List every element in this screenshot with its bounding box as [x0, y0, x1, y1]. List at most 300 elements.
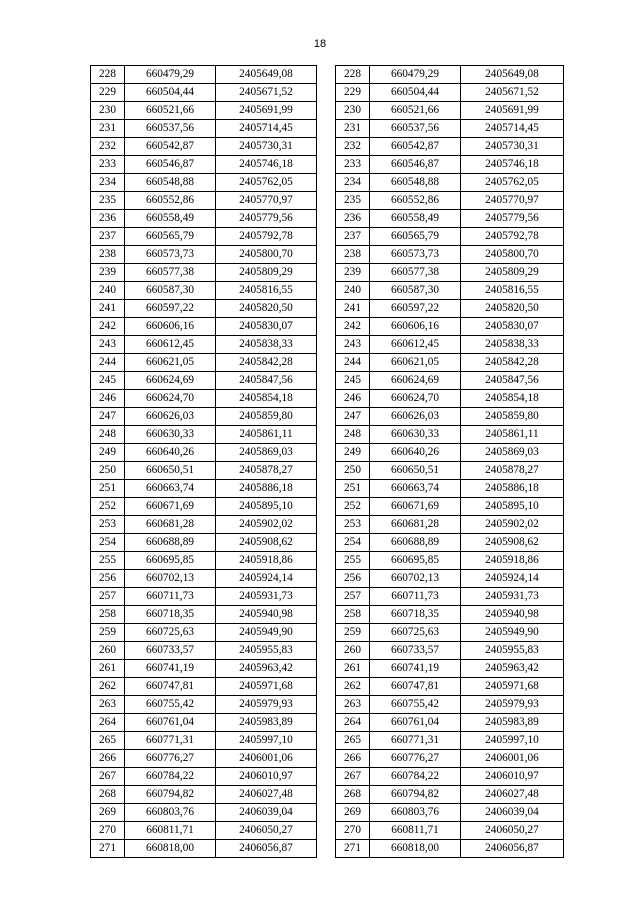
point-number-cell: 268 [336, 786, 370, 804]
table-row [91, 498, 317, 516]
y-coordinate-cell: 2405902,02 [461, 516, 564, 534]
x-coordinate-cell: 660640,26 [125, 444, 216, 462]
x-coordinate-cell: 660558,49 [370, 210, 461, 228]
x-coordinate-cell: 660621,05 [125, 354, 216, 372]
coordinates-table-left [90, 65, 317, 858]
x-coordinate-cell: 660626,03 [125, 408, 216, 426]
point-number-cell: 260 [336, 642, 370, 660]
y-coordinate-cell: 2405971,68 [461, 678, 564, 696]
y-coordinate-cell: 2405983,89 [461, 714, 564, 732]
x-coordinate-cell: 660521,66 [125, 102, 216, 120]
x-coordinate-cell: 660718,35 [125, 606, 216, 624]
table-row [336, 102, 564, 120]
point-number-cell: 265 [91, 732, 125, 750]
table-row [336, 624, 564, 642]
x-coordinate-cell: 660803,76 [125, 804, 216, 822]
point-number-cell: 254 [91, 534, 125, 552]
x-coordinate-cell: 660537,56 [125, 120, 216, 138]
point-number-cell: 233 [91, 156, 125, 174]
table-row [336, 588, 564, 606]
table-row [91, 138, 317, 156]
point-number-cell: 249 [91, 444, 125, 462]
point-number-cell: 270 [91, 822, 125, 840]
point-number-cell: 247 [91, 408, 125, 426]
x-coordinate-cell: 660702,13 [125, 570, 216, 588]
table-row [336, 750, 564, 768]
y-coordinate-cell: 2405997,10 [216, 732, 317, 750]
point-number-cell: 255 [336, 552, 370, 570]
y-coordinate-cell: 2405908,62 [216, 534, 317, 552]
y-coordinate-cell: 2406039,04 [461, 804, 564, 822]
y-coordinate-cell: 2406027,48 [461, 786, 564, 804]
y-coordinate-cell: 2405859,80 [461, 408, 564, 426]
x-coordinate-cell: 660573,73 [370, 246, 461, 264]
table-row [91, 462, 317, 480]
y-coordinate-cell: 2405649,08 [216, 66, 317, 84]
table-row [91, 678, 317, 696]
point-number-cell: 266 [91, 750, 125, 768]
point-number-cell: 257 [336, 588, 370, 606]
x-coordinate-cell: 660597,22 [125, 300, 216, 318]
point-number-cell: 241 [336, 300, 370, 318]
x-coordinate-cell: 660725,63 [370, 624, 461, 642]
x-coordinate-cell: 660548,88 [125, 174, 216, 192]
y-coordinate-cell: 2406010,97 [461, 768, 564, 786]
table-row [336, 84, 564, 102]
x-coordinate-cell: 660542,87 [125, 138, 216, 156]
x-coordinate-cell: 660733,57 [125, 642, 216, 660]
y-coordinate-cell: 2405949,90 [461, 624, 564, 642]
y-coordinate-cell: 2405762,05 [461, 174, 564, 192]
point-number-cell: 267 [91, 768, 125, 786]
point-number-cell: 229 [336, 84, 370, 102]
x-coordinate-cell: 660695,85 [370, 552, 461, 570]
x-coordinate-cell: 660695,85 [125, 552, 216, 570]
point-number-cell: 264 [336, 714, 370, 732]
point-number-cell: 246 [91, 390, 125, 408]
y-coordinate-cell: 2405955,83 [461, 642, 564, 660]
x-coordinate-cell: 660587,30 [370, 282, 461, 300]
table-row [336, 300, 564, 318]
table-row [336, 246, 564, 264]
table-row [91, 156, 317, 174]
x-coordinate-cell: 660803,76 [370, 804, 461, 822]
table-row [91, 696, 317, 714]
point-number-cell: 253 [336, 516, 370, 534]
point-number-cell: 230 [336, 102, 370, 120]
x-coordinate-cell: 660612,45 [125, 336, 216, 354]
y-coordinate-cell: 2405924,14 [216, 570, 317, 588]
x-coordinate-cell: 660747,81 [370, 678, 461, 696]
table-row [336, 552, 564, 570]
table-row [91, 264, 317, 282]
x-coordinate-cell: 660597,22 [370, 300, 461, 318]
y-coordinate-cell: 2405847,56 [216, 372, 317, 390]
x-coordinate-cell: 660624,70 [125, 390, 216, 408]
y-coordinate-cell: 2405895,10 [461, 498, 564, 516]
table-row [91, 786, 317, 804]
x-coordinate-cell: 660650,51 [370, 462, 461, 480]
point-number-cell: 247 [336, 408, 370, 426]
y-coordinate-cell: 2405859,80 [216, 408, 317, 426]
y-coordinate-cell: 2405820,50 [216, 300, 317, 318]
table-row [91, 318, 317, 336]
point-number-cell: 249 [336, 444, 370, 462]
table-row [91, 588, 317, 606]
coordinates-table-right [335, 65, 564, 858]
y-coordinate-cell: 2405746,18 [461, 156, 564, 174]
point-number-cell: 240 [336, 282, 370, 300]
x-coordinate-cell: 660784,22 [125, 768, 216, 786]
x-coordinate-cell: 660711,73 [125, 588, 216, 606]
y-coordinate-cell: 2405869,03 [461, 444, 564, 462]
table-row [336, 264, 564, 282]
table-row [91, 840, 317, 858]
point-number-cell: 239 [91, 264, 125, 282]
point-number-cell: 242 [336, 318, 370, 336]
table-row [91, 408, 317, 426]
y-coordinate-cell: 2405714,45 [461, 120, 564, 138]
x-coordinate-cell: 660776,27 [125, 750, 216, 768]
table-row [91, 246, 317, 264]
table-row [336, 354, 564, 372]
x-coordinate-cell: 660811,71 [370, 822, 461, 840]
y-coordinate-cell: 2405714,45 [216, 120, 317, 138]
y-coordinate-cell: 2406050,27 [216, 822, 317, 840]
y-coordinate-cell: 2405908,62 [461, 534, 564, 552]
point-number-cell: 248 [336, 426, 370, 444]
y-coordinate-cell: 2405779,56 [461, 210, 564, 228]
point-number-cell: 237 [91, 228, 125, 246]
table-row [91, 66, 317, 84]
point-number-cell: 256 [91, 570, 125, 588]
y-coordinate-cell: 2405809,29 [216, 264, 317, 282]
point-number-cell: 235 [336, 192, 370, 210]
point-number-cell: 257 [91, 588, 125, 606]
table-row [91, 120, 317, 138]
y-coordinate-cell: 2405746,18 [216, 156, 317, 174]
point-number-cell: 261 [336, 660, 370, 678]
y-coordinate-cell: 2405691,99 [216, 102, 317, 120]
point-number-cell: 251 [91, 480, 125, 498]
point-number-cell: 263 [91, 696, 125, 714]
page-number: 18 [313, 38, 327, 50]
x-coordinate-cell: 660577,38 [125, 264, 216, 282]
x-coordinate-cell: 660771,31 [125, 732, 216, 750]
table-row [336, 408, 564, 426]
table-row [336, 786, 564, 804]
point-number-cell: 258 [91, 606, 125, 624]
y-coordinate-cell: 2405842,28 [461, 354, 564, 372]
point-number-cell: 231 [336, 120, 370, 138]
point-number-cell: 238 [91, 246, 125, 264]
table-row [91, 570, 317, 588]
table-row [336, 642, 564, 660]
table-row [336, 210, 564, 228]
y-coordinate-cell: 2405918,86 [216, 552, 317, 570]
y-coordinate-cell: 2405792,78 [461, 228, 564, 246]
point-number-cell: 243 [336, 336, 370, 354]
point-number-cell: 253 [91, 516, 125, 534]
x-coordinate-cell: 660794,82 [125, 786, 216, 804]
point-number-cell: 243 [91, 336, 125, 354]
y-coordinate-cell: 2405838,33 [216, 336, 317, 354]
point-number-cell: 244 [336, 354, 370, 372]
point-number-cell: 232 [91, 138, 125, 156]
y-coordinate-cell: 2405931,73 [216, 588, 317, 606]
point-number-cell: 270 [336, 822, 370, 840]
x-coordinate-cell: 660818,00 [125, 840, 216, 858]
x-coordinate-cell: 660479,29 [125, 66, 216, 84]
table-row [336, 516, 564, 534]
x-coordinate-cell: 660548,88 [370, 174, 461, 192]
x-coordinate-cell: 660626,03 [370, 408, 461, 426]
y-coordinate-cell: 2405762,05 [216, 174, 317, 192]
x-coordinate-cell: 660640,26 [370, 444, 461, 462]
x-coordinate-cell: 660747,81 [125, 678, 216, 696]
table-row [91, 714, 317, 732]
point-number-cell: 234 [91, 174, 125, 192]
table-row [91, 102, 317, 120]
table-row [91, 84, 317, 102]
x-coordinate-cell: 660624,69 [125, 372, 216, 390]
table-row [91, 516, 317, 534]
y-coordinate-cell: 2405770,97 [216, 192, 317, 210]
x-coordinate-cell: 660718,35 [370, 606, 461, 624]
y-coordinate-cell: 2405809,29 [461, 264, 564, 282]
y-coordinate-cell: 2405671,52 [216, 84, 317, 102]
table-row [91, 336, 317, 354]
table-row [336, 426, 564, 444]
x-coordinate-cell: 660552,86 [370, 192, 461, 210]
y-coordinate-cell: 2406001,06 [461, 750, 564, 768]
table-row [336, 372, 564, 390]
table-row [91, 192, 317, 210]
table-row [336, 480, 564, 498]
point-number-cell: 271 [336, 840, 370, 858]
point-number-cell: 261 [91, 660, 125, 678]
table-row [336, 822, 564, 840]
y-coordinate-cell: 2405854,18 [461, 390, 564, 408]
x-coordinate-cell: 660624,70 [370, 390, 461, 408]
point-number-cell: 228 [91, 66, 125, 84]
table-row [336, 318, 564, 336]
x-coordinate-cell: 660755,42 [125, 696, 216, 714]
point-number-cell: 268 [91, 786, 125, 804]
table-row [91, 372, 317, 390]
y-coordinate-cell: 2405800,70 [461, 246, 564, 264]
table-row [336, 138, 564, 156]
point-number-cell: 230 [91, 102, 125, 120]
point-number-cell: 233 [336, 156, 370, 174]
y-coordinate-cell: 2405830,07 [461, 318, 564, 336]
x-coordinate-cell: 660565,79 [370, 228, 461, 246]
table-row [91, 750, 317, 768]
point-number-cell: 264 [91, 714, 125, 732]
y-coordinate-cell: 2405963,42 [461, 660, 564, 678]
y-coordinate-cell: 2406001,06 [216, 750, 317, 768]
x-coordinate-cell: 660546,87 [125, 156, 216, 174]
x-coordinate-cell: 660504,44 [125, 84, 216, 102]
y-coordinate-cell: 2405983,89 [216, 714, 317, 732]
x-coordinate-cell: 660784,22 [370, 768, 461, 786]
point-number-cell: 245 [91, 372, 125, 390]
point-number-cell: 262 [336, 678, 370, 696]
point-number-cell: 242 [91, 318, 125, 336]
table-row [336, 174, 564, 192]
point-number-cell: 269 [91, 804, 125, 822]
table-row [91, 444, 317, 462]
x-coordinate-cell: 660537,56 [370, 120, 461, 138]
table-row [91, 210, 317, 228]
point-number-cell: 251 [336, 480, 370, 498]
table-row [91, 768, 317, 786]
table-row [91, 174, 317, 192]
table-row [336, 390, 564, 408]
table-row [336, 804, 564, 822]
y-coordinate-cell: 2405830,07 [216, 318, 317, 336]
table-row [336, 534, 564, 552]
y-coordinate-cell: 2405940,98 [461, 606, 564, 624]
y-coordinate-cell: 2405971,68 [216, 678, 317, 696]
y-coordinate-cell: 2405816,55 [461, 282, 564, 300]
y-coordinate-cell: 2406010,97 [216, 768, 317, 786]
point-number-cell: 229 [91, 84, 125, 102]
point-number-cell: 234 [336, 174, 370, 192]
y-coordinate-cell: 2405671,52 [461, 84, 564, 102]
x-coordinate-cell: 660688,89 [125, 534, 216, 552]
point-number-cell: 254 [336, 534, 370, 552]
table-row [91, 426, 317, 444]
point-number-cell: 228 [336, 66, 370, 84]
table-row [336, 462, 564, 480]
table-row [336, 498, 564, 516]
table-row [336, 768, 564, 786]
table-row [336, 120, 564, 138]
table-row [336, 192, 564, 210]
y-coordinate-cell: 2405963,42 [216, 660, 317, 678]
y-coordinate-cell: 2405895,10 [216, 498, 317, 516]
x-coordinate-cell: 660663,74 [125, 480, 216, 498]
y-coordinate-cell: 2405940,98 [216, 606, 317, 624]
y-coordinate-cell: 2405730,31 [461, 138, 564, 156]
x-coordinate-cell: 660688,89 [370, 534, 461, 552]
table-row [336, 228, 564, 246]
point-number-cell: 252 [336, 498, 370, 516]
x-coordinate-cell: 660794,82 [370, 786, 461, 804]
point-number-cell: 260 [91, 642, 125, 660]
y-coordinate-cell: 2405878,27 [216, 462, 317, 480]
y-coordinate-cell: 2405649,08 [461, 66, 564, 84]
table-row [91, 228, 317, 246]
point-number-cell: 244 [91, 354, 125, 372]
y-coordinate-cell: 2406027,48 [216, 786, 317, 804]
x-coordinate-cell: 660577,38 [370, 264, 461, 282]
x-coordinate-cell: 660681,28 [370, 516, 461, 534]
y-coordinate-cell: 2405997,10 [461, 732, 564, 750]
x-coordinate-cell: 660521,66 [370, 102, 461, 120]
x-coordinate-cell: 660587,30 [125, 282, 216, 300]
x-coordinate-cell: 660630,33 [370, 426, 461, 444]
x-coordinate-cell: 660606,16 [125, 318, 216, 336]
point-number-cell: 246 [336, 390, 370, 408]
y-coordinate-cell: 2405886,18 [461, 480, 564, 498]
y-coordinate-cell: 2405820,50 [461, 300, 564, 318]
point-number-cell: 235 [91, 192, 125, 210]
y-coordinate-cell: 2405816,55 [216, 282, 317, 300]
x-coordinate-cell: 660671,69 [125, 498, 216, 516]
point-number-cell: 259 [336, 624, 370, 642]
table-row [91, 606, 317, 624]
y-coordinate-cell: 2405924,14 [461, 570, 564, 588]
y-coordinate-cell: 2405886,18 [216, 480, 317, 498]
x-coordinate-cell: 660565,79 [125, 228, 216, 246]
table-row [336, 336, 564, 354]
table-row [91, 624, 317, 642]
point-number-cell: 267 [336, 768, 370, 786]
point-number-cell: 231 [91, 120, 125, 138]
x-coordinate-cell: 660733,57 [370, 642, 461, 660]
y-coordinate-cell: 2406039,04 [216, 804, 317, 822]
y-coordinate-cell: 2405847,56 [461, 372, 564, 390]
y-coordinate-cell: 2405918,86 [461, 552, 564, 570]
point-number-cell: 241 [91, 300, 125, 318]
x-coordinate-cell: 660612,45 [370, 336, 461, 354]
y-coordinate-cell: 2405878,27 [461, 462, 564, 480]
point-number-cell: 250 [336, 462, 370, 480]
point-number-cell: 262 [91, 678, 125, 696]
x-coordinate-cell: 660624,69 [370, 372, 461, 390]
point-number-cell: 258 [336, 606, 370, 624]
x-coordinate-cell: 660681,28 [125, 516, 216, 534]
table-row [91, 804, 317, 822]
x-coordinate-cell: 660542,87 [370, 138, 461, 156]
point-number-cell: 263 [336, 696, 370, 714]
table-row [336, 156, 564, 174]
y-coordinate-cell: 2405979,93 [216, 696, 317, 714]
table-row [91, 534, 317, 552]
table-row [91, 642, 317, 660]
x-coordinate-cell: 660606,16 [370, 318, 461, 336]
x-coordinate-cell: 660711,73 [370, 588, 461, 606]
x-coordinate-cell: 660552,86 [125, 192, 216, 210]
point-number-cell: 256 [336, 570, 370, 588]
table-row [336, 840, 564, 858]
y-coordinate-cell: 2405902,02 [216, 516, 317, 534]
table-row [336, 714, 564, 732]
point-number-cell: 271 [91, 840, 125, 858]
x-coordinate-cell: 660504,44 [370, 84, 461, 102]
point-number-cell: 259 [91, 624, 125, 642]
y-coordinate-cell: 2405861,11 [216, 426, 317, 444]
table-row [336, 282, 564, 300]
table-row [336, 606, 564, 624]
y-coordinate-cell: 2405792,78 [216, 228, 317, 246]
x-coordinate-cell: 660573,73 [125, 246, 216, 264]
x-coordinate-cell: 660702,13 [370, 570, 461, 588]
x-coordinate-cell: 660776,27 [370, 750, 461, 768]
point-number-cell: 239 [336, 264, 370, 282]
y-coordinate-cell: 2405949,90 [216, 624, 317, 642]
x-coordinate-cell: 660479,29 [370, 66, 461, 84]
point-number-cell: 252 [91, 498, 125, 516]
table-row [91, 354, 317, 372]
table-row [91, 732, 317, 750]
table-row [336, 570, 564, 588]
table-row [91, 552, 317, 570]
table-row [336, 660, 564, 678]
point-number-cell: 237 [336, 228, 370, 246]
